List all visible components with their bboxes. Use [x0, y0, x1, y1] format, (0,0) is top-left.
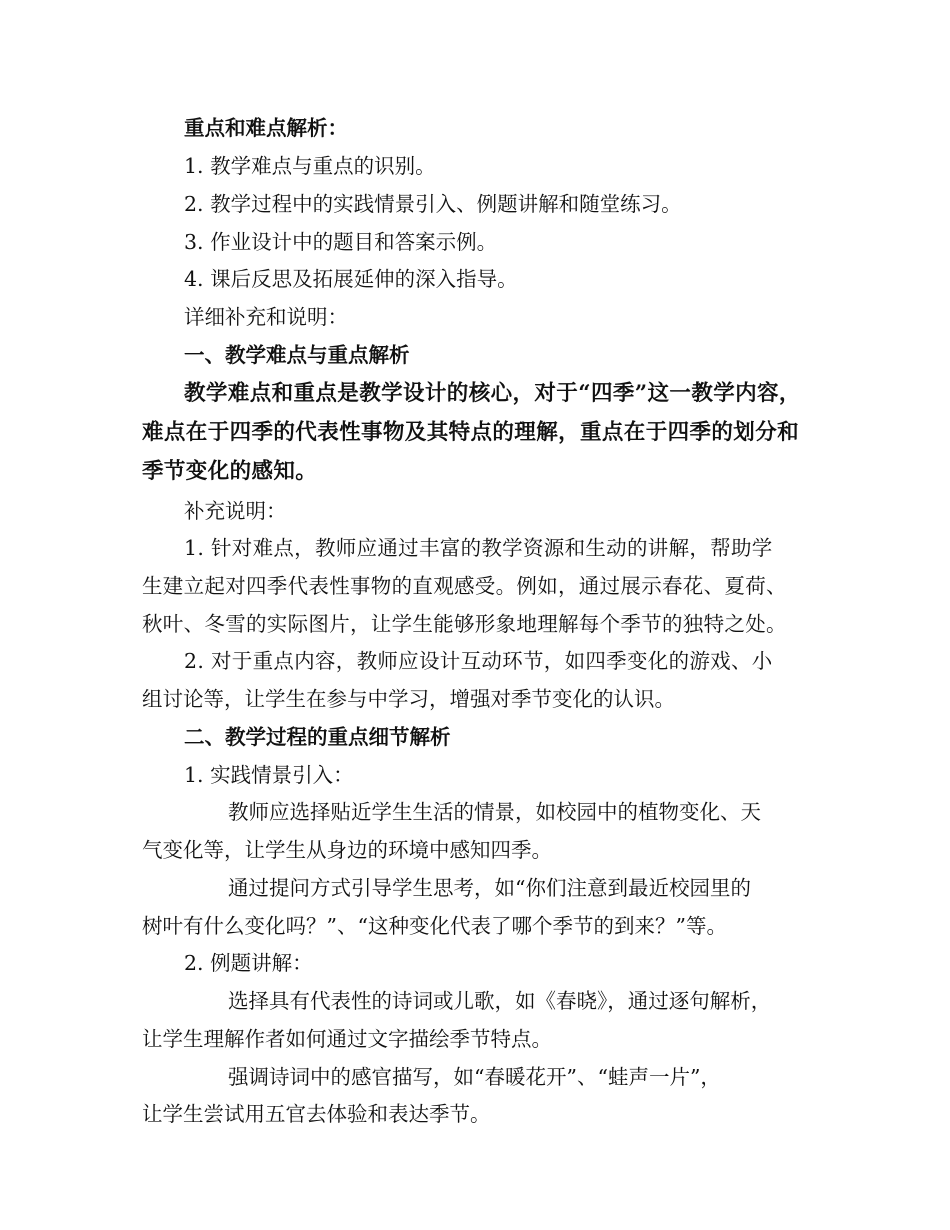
supplement-heading: 详细补充和说明：	[184, 305, 348, 329]
paragraph-line: 组讨论等，让学生在参与中学习，增强对季节变化的认识。	[142, 687, 675, 711]
paragraph-line: 强调诗词中的感官描写，如“春暖花开”、“蛙声一片”，	[228, 1065, 721, 1089]
list-item: 1. 教学难点与重点的识别。	[184, 154, 436, 178]
subsection-heading: 1. 实践情景引入：	[184, 763, 354, 787]
bold-paragraph-line: 教学难点和重点是教学设计的核心，对于“四季”这一教学内容，	[184, 381, 801, 406]
paragraph-line: 通过提问方式引导学生思考，如“你们注意到最近校园里的	[228, 876, 751, 900]
section-heading: 二、教学过程的重点细节解析	[184, 725, 451, 749]
subsection-heading: 2. 例题讲解：	[184, 951, 313, 975]
paragraph-line: 秋叶、冬雪的实际图片，让学生能够形象地理解每个季节的独特之处。	[142, 612, 787, 636]
paragraph-line: 气变化等，让学生从身边的环境中感知四季。	[142, 838, 552, 862]
paragraph-line: 1. 针对难点，教师应通过丰富的教学资源和生动的讲解，帮助学	[184, 536, 773, 560]
paragraph-line: 2. 对于重点内容，教师应设计互动环节，如四季变化的游戏、小	[184, 649, 773, 673]
paragraph-line: 教师应选择贴近学生生活的情景，如校园中的植物变化、天	[228, 800, 761, 824]
paragraph-line: 让学生尝试用五官去体验和表达季节。	[142, 1102, 491, 1126]
key-points-heading: 重点和难点解析：	[184, 116, 348, 140]
list-item: 4. 课后反思及拓展延伸的深入指导。	[184, 267, 518, 291]
paragraph-line: 树叶有什么变化吗？”、“这种变化代表了哪个季节的到来？”等。	[142, 914, 727, 938]
note-heading: 补充说明：	[184, 499, 287, 523]
list-item: 2. 教学过程中的实践情景引入、例题讲解和随堂练习。	[184, 192, 682, 216]
bold-paragraph-line: 季节变化的感知。	[142, 459, 318, 484]
section-heading: 一、教学难点与重点解析	[184, 343, 410, 367]
paragraph-line: 生建立起对四季代表性事物的直观感受。例如，通过展示春花、夏荷、	[142, 574, 787, 598]
list-item: 3. 作业设计中的题目和答案示例。	[184, 230, 498, 254]
bold-paragraph-line: 难点在于四季的代表性事物及其特点的理解，重点在于四季的划分和	[142, 420, 800, 445]
paragraph-line: 让学生理解作者如何通过文字描绘季节特点。	[142, 1027, 552, 1051]
paragraph-line: 选择具有代表性的诗词或儿歌，如《春晓》，通过逐句解析，	[228, 989, 772, 1013]
